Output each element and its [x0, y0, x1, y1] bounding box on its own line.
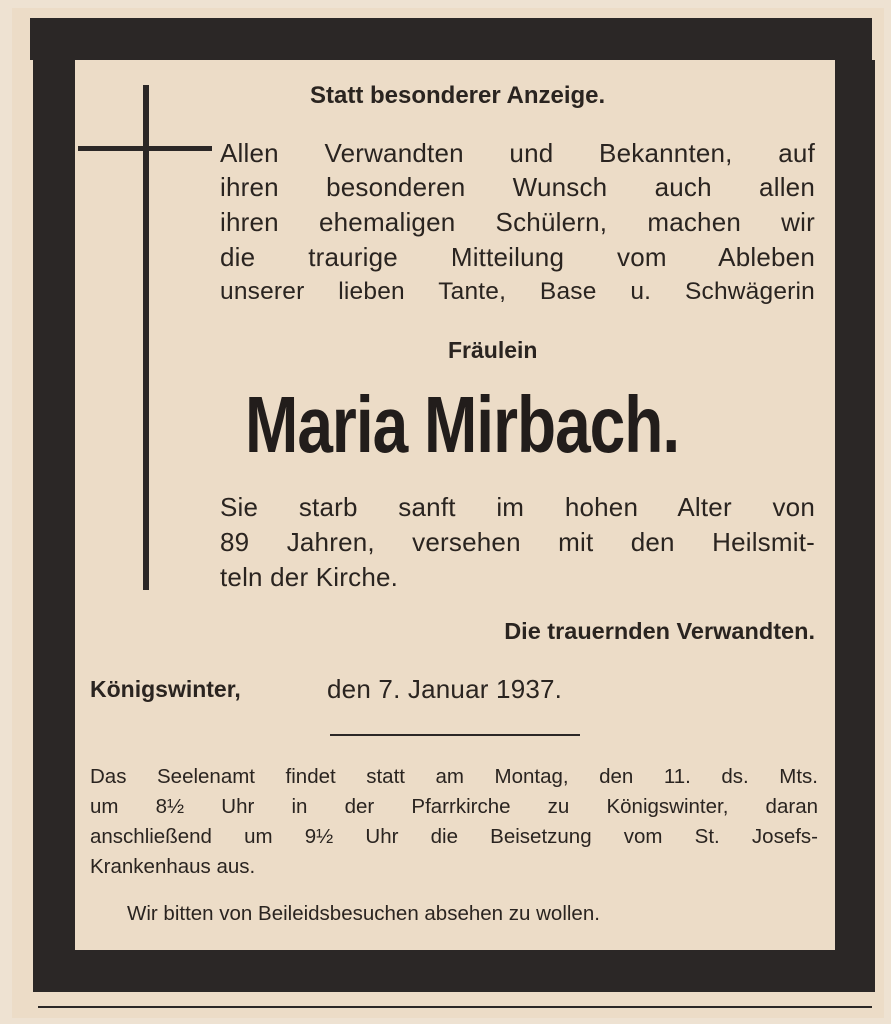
intro-line: unserer lieben Tante, Base u. Schwägerin	[220, 278, 815, 305]
frame-top	[30, 18, 872, 60]
death-line: 89 Jahren, versehen mit den Heilsmit-	[220, 527, 815, 557]
frame-left	[33, 60, 75, 952]
place: Königswinter,	[90, 676, 241, 702]
frame-right	[835, 60, 875, 952]
closing: Wir bitten von Beileidsbesuchen absehen zu wollen.	[127, 902, 600, 925]
bottom-rule	[38, 1006, 872, 1008]
intro-line: die traurige Mitteilung vom Ableben	[220, 242, 815, 272]
service-line: um 8½ Uhr in der Pfarrkirche zu Königswinter, daran	[90, 795, 818, 818]
title-fraeulein: Fräulein	[448, 337, 538, 363]
death-line: teln der Kirche.	[220, 562, 399, 592]
intro-line: ihren besonderen Wunsch auch allen	[220, 172, 815, 202]
notice-heading: Statt besonderer Anzeige.	[310, 82, 606, 109]
service-line: Das Seelenamt findet statt am Montag, den 11. ds. Mts.	[90, 765, 818, 788]
frame-bottom	[33, 950, 875, 992]
deceased-name: Maria Mirbach.	[245, 379, 680, 470]
death-line: Sie starb sanft im hohen Alter von	[220, 492, 815, 522]
signature: Die trauernden Verwandten.	[504, 618, 815, 644]
date: den 7. Januar 1937.	[327, 674, 563, 704]
service-line: anschließend um 9½ Uhr die Beisetzung vom St. Josefs-	[90, 825, 818, 848]
divider	[330, 734, 580, 736]
service-line: Krankenhaus aus.	[90, 855, 256, 878]
intro-line: ihren ehemaligen Schülern, machen wir	[220, 207, 815, 237]
intro-line: Allen Verwandten und Bekannten, auf	[220, 138, 815, 168]
